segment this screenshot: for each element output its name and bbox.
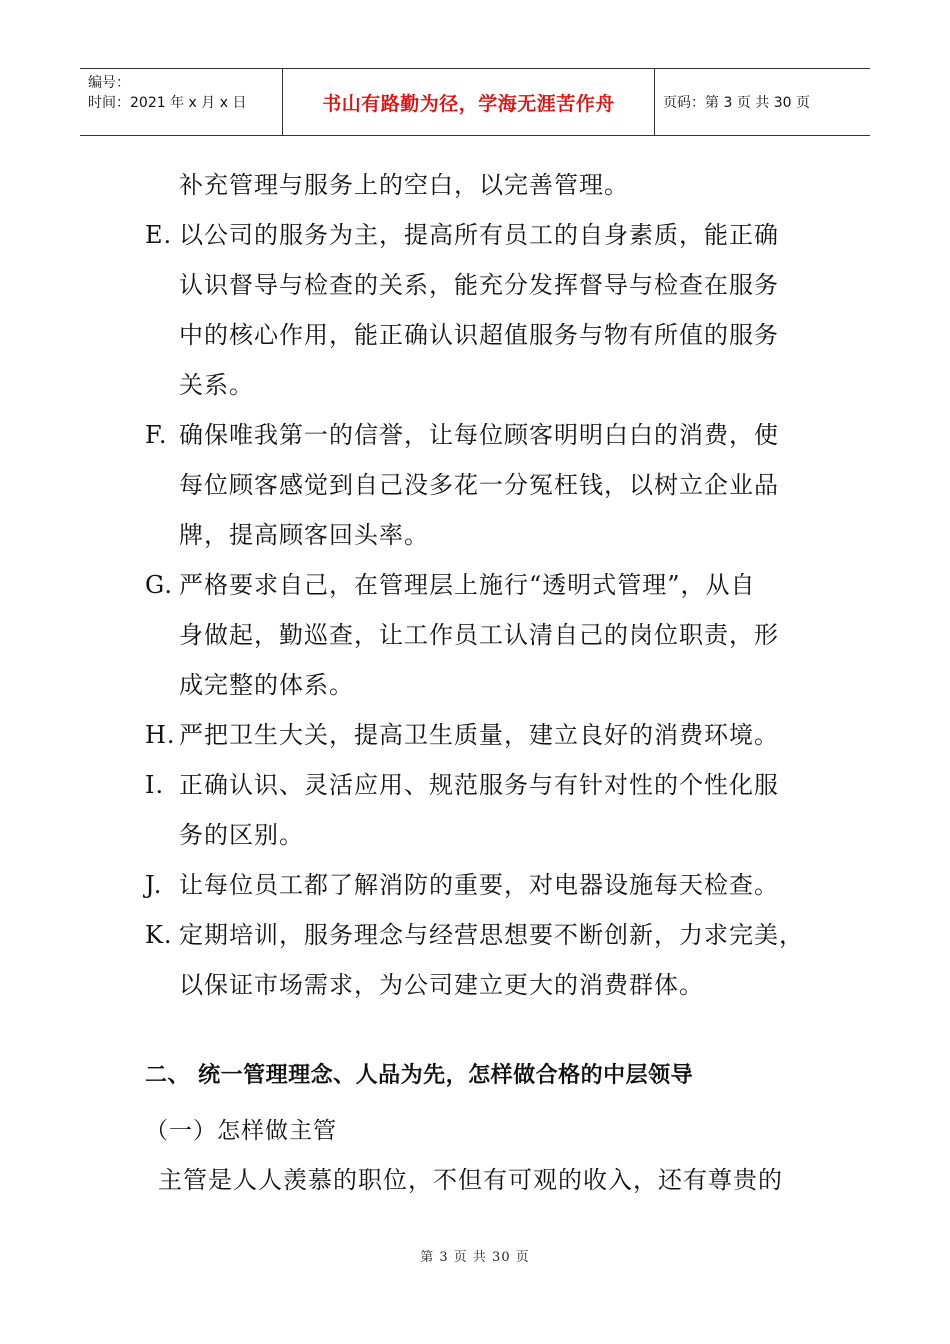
page-footer: 第 3 页 共 30 页 — [420, 1250, 530, 1265]
list-item-text: 以公司的服务为主，提高所有员工的自身素质，能正确 — [179, 221, 779, 249]
list-item-marker: J. — [145, 871, 163, 899]
list-item-line — [145, 660, 845, 710]
number-label: 编号： — [88, 75, 130, 91]
list-item-text: 严把卫生大关，提高卫生质量，建立良好的消费环境。 — [179, 721, 779, 749]
list-item-marker: G. — [145, 571, 173, 599]
list-item-text: 让每位员工都了解消防的重要，对电器设施每天检查。 — [179, 871, 779, 899]
list-item-text: 以保证市场需求，为公司建立更大的消费群体。 — [179, 971, 704, 999]
list-item-text: 定期培训，服务理念与经营思想要不断创新，力求完美， — [179, 921, 804, 949]
header-page-label: 页码：第 3 页 共 30 页 — [663, 95, 810, 111]
list-item-line — [145, 610, 845, 660]
list-item-text: 严格要求自己，在管理层上施行“透明式管理”，从自 — [179, 571, 756, 599]
list-item-line — [145, 410, 845, 460]
list-item-line — [145, 860, 845, 910]
list-item-line — [145, 460, 845, 510]
list-item-marker: F. — [145, 421, 168, 449]
list-item-marker — [145, 960, 179, 1010]
list-item-marker — [145, 660, 179, 710]
time-label: 时间：2021 年 x 月 x 日 — [88, 95, 247, 111]
list-item-marker — [145, 610, 179, 660]
page-header — [80, 68, 870, 136]
list-item-text: 正确认识、灵活应用、规范服务与有针对性的个性化服 — [179, 771, 779, 799]
list-item-line — [145, 210, 845, 260]
list-item-text: 牌，提高顾客回头率。 — [179, 521, 429, 549]
list-item-marker: K. — [145, 921, 173, 949]
list-item-marker: I. — [145, 771, 165, 799]
list-item-line — [145, 960, 845, 1010]
list-item-text: 中的核心作用，能正确认识超值服务与物有所值的服务 — [179, 321, 779, 349]
header-motto: 书山有路勤为径，学海无涯苦作舟 — [283, 69, 655, 135]
list-item-line — [145, 710, 845, 760]
list-item-marker — [145, 360, 179, 410]
paragraph-text: 主管是人人羡慕的职位，不但有可观的收入，还有尊贵的 — [158, 1166, 783, 1194]
list-item-text: 身做起，勤巡查，让工作员工认清自己的岗位职责，形 — [179, 621, 779, 649]
list-item-text: 务的区别。 — [179, 821, 304, 849]
header-meta — [80, 69, 283, 135]
list-item-text: 成完整的体系。 — [179, 671, 354, 699]
list-item-line — [145, 560, 845, 610]
list-item-text: 确保唯我第一的信誉，让每位顾客明明白白的消费，使 — [179, 421, 779, 449]
list-item-text: 每位顾客感觉到自己没多花一分冤枉钱，以树立企业品 — [179, 471, 779, 499]
list-item-marker: E. — [145, 221, 173, 249]
list-item-marker — [145, 260, 179, 310]
list-item-marker — [145, 810, 179, 860]
section-heading: 二、 统一管理理念、人品为先，怎样做合格的中层领导 — [145, 1063, 694, 1088]
list-item-marker — [145, 310, 179, 360]
list-item-marker — [145, 460, 179, 510]
list-item-marker: H. — [145, 721, 176, 749]
list-item-line — [145, 260, 845, 310]
list-item-line — [145, 510, 845, 560]
list-item-line — [145, 760, 845, 810]
list-items — [145, 210, 845, 1010]
list-item-line — [145, 910, 845, 960]
list-item-line — [145, 360, 845, 410]
document-body — [145, 160, 845, 1010]
list-item-marker — [145, 510, 179, 560]
list-item-line — [145, 310, 845, 360]
list-item-text: 认识督导与检查的关系，能充分发挥督导与检查在服务 — [179, 271, 779, 299]
sub-heading: （一）怎样做主管 — [145, 1118, 337, 1144]
continuation-line: 补充管理与服务上的空白，以完善管理。 — [179, 171, 629, 199]
list-item-line — [145, 810, 845, 860]
list-item-text: 关系。 — [179, 371, 254, 399]
